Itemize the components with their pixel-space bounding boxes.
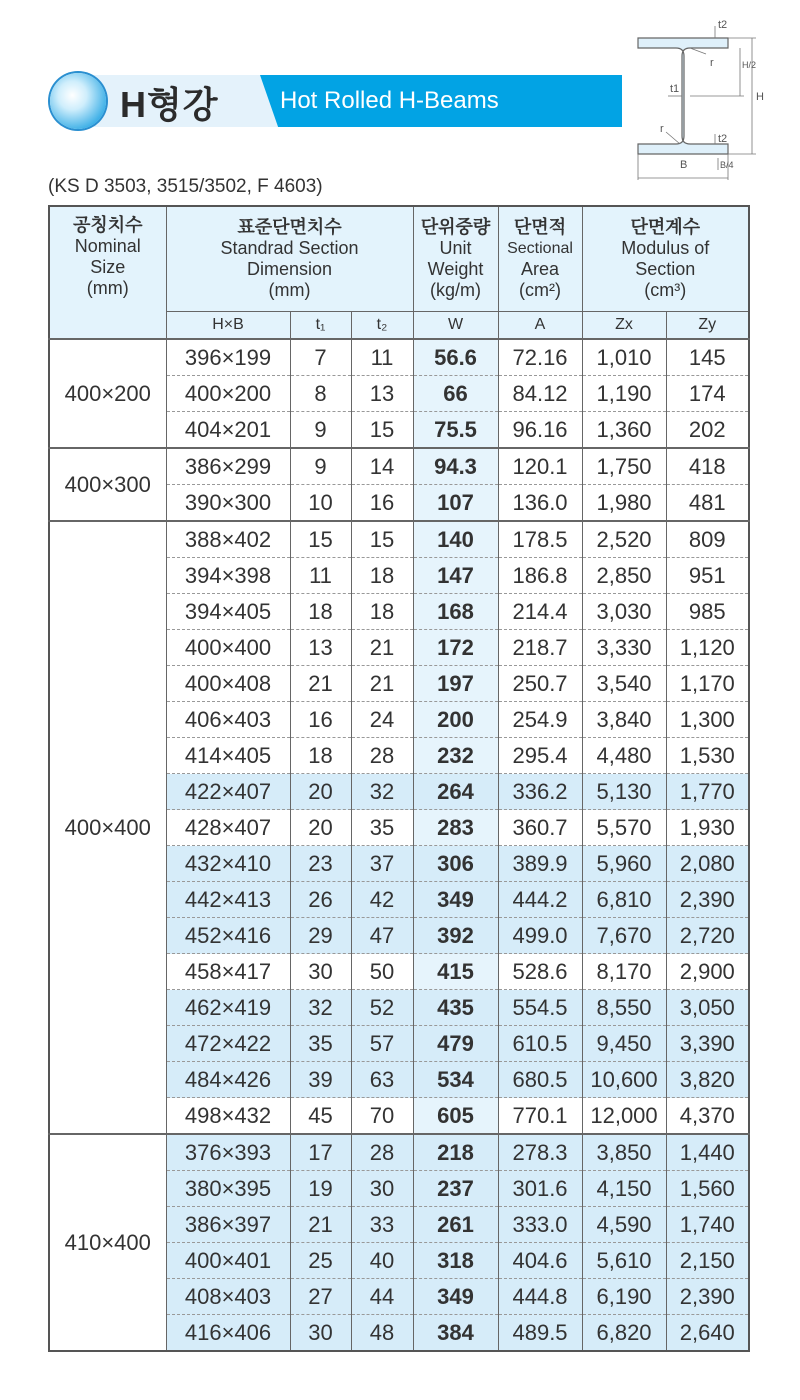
cell-t1: 13 [290,630,351,666]
cell-hxb: 408×403 [166,1279,290,1315]
cell-t1: 39 [290,1062,351,1098]
cell-a: 250.7 [498,666,582,702]
cell-zy: 1,120 [666,630,749,666]
cell-t2: 70 [351,1098,413,1135]
cell-t2: 37 [351,846,413,882]
cell-t1: 18 [290,738,351,774]
cell-t2: 21 [351,630,413,666]
cell-t1: 11 [290,558,351,594]
cell-a: 444.2 [498,882,582,918]
cell-hxb: 388×402 [166,521,290,558]
cell-t2: 63 [351,1062,413,1098]
cell-w: 218 [413,1134,498,1171]
cell-w: 172 [413,630,498,666]
cell-w: 264 [413,774,498,810]
cell-zy: 174 [666,376,749,412]
cell-t2: 14 [351,448,413,485]
cell-hxb: 400×401 [166,1243,290,1279]
cell-t1: 18 [290,594,351,630]
cell-t2: 33 [351,1207,413,1243]
cell-zx: 2,520 [582,521,666,558]
cell-zx: 1,750 [582,448,666,485]
label-t2-top: t2 [718,19,728,31]
cell-t1: 21 [290,1207,351,1243]
cell-hxb: 390×300 [166,485,290,522]
cell-zy: 3,050 [666,990,749,1026]
cell-zy: 1,740 [666,1207,749,1243]
h-beam-spec-table [48,205,750,1352]
cell-w: 66 [413,376,498,412]
cell-zx: 1,360 [582,412,666,449]
cell-zy: 2,080 [666,846,749,882]
cell-hxb: 472×422 [166,1026,290,1062]
cell-t2: 18 [351,558,413,594]
sphere-icon [50,73,106,129]
cell-t2: 30 [351,1171,413,1207]
cell-t2: 44 [351,1279,413,1315]
subheader-w: W [413,311,498,339]
cell-t1: 30 [290,1315,351,1352]
cell-zy: 145 [666,339,749,376]
cell-zx: 5,570 [582,810,666,846]
cell-zy: 985 [666,594,749,630]
cell-a: 214.4 [498,594,582,630]
cell-zx: 8,550 [582,990,666,1026]
cell-a: 295.4 [498,738,582,774]
cell-hxb: 386×397 [166,1207,290,1243]
cell-hxb: 386×299 [166,448,290,485]
cell-zx: 2,850 [582,558,666,594]
cell-zy: 3,390 [666,1026,749,1062]
cell-w: 107 [413,485,498,522]
cell-zx: 12,000 [582,1098,666,1135]
cell-t1: 29 [290,918,351,954]
cell-a: 301.6 [498,1171,582,1207]
cell-zx: 6,820 [582,1315,666,1352]
header-modulus: 단면계수 Modulus of Section (cm³) [582,206,749,311]
cell-hxb: 462×419 [166,990,290,1026]
cell-t1: 30 [290,954,351,990]
cell-hxb: 396×199 [166,339,290,376]
cell-a: 120.1 [498,448,582,485]
cell-zx: 3,840 [582,702,666,738]
cell-a: 218.7 [498,630,582,666]
cell-zy: 1,530 [666,738,749,774]
cell-zy: 418 [666,448,749,485]
table-row [49,1134,749,1171]
h-beam-section-diagram [628,8,796,188]
cell-t1: 9 [290,412,351,449]
cell-t2: 52 [351,990,413,1026]
cell-a: 178.5 [498,521,582,558]
header-dimension: 표준단면치수 Standrad Section Dimension (mm) [166,206,413,311]
label-h: H [756,91,764,103]
cell-t1: 19 [290,1171,351,1207]
cell-w: 94.3 [413,448,498,485]
header-area: 단면적 Sectional Area (cm²) [498,206,582,311]
cell-hxb: 484×426 [166,1062,290,1098]
cell-hxb: 400×200 [166,376,290,412]
cell-t1: 35 [290,1026,351,1062]
nominal-size-cell: 400×300 [49,448,166,521]
cell-zy: 2,720 [666,918,749,954]
cell-zy: 1,930 [666,810,749,846]
header-weight: 단위중량 Unit Weight (kg/m) [413,206,498,311]
cell-t2: 35 [351,810,413,846]
cell-w: 605 [413,1098,498,1135]
cell-a: 360.7 [498,810,582,846]
cell-a: 72.16 [498,339,582,376]
cell-zx: 5,960 [582,846,666,882]
label-t2-bottom: t2 [718,133,728,145]
cell-t2: 28 [351,1134,413,1171]
cell-zy: 202 [666,412,749,449]
label-r-top: r [710,57,714,69]
cell-w: 261 [413,1207,498,1243]
cell-t2: 18 [351,594,413,630]
cell-a: 278.3 [498,1134,582,1171]
cell-zy: 809 [666,521,749,558]
cell-zx: 5,610 [582,1243,666,1279]
cell-zy: 1,440 [666,1134,749,1171]
cell-w: 318 [413,1243,498,1279]
cell-t2: 21 [351,666,413,702]
cell-hxb: 458×417 [166,954,290,990]
cell-hxb: 422×407 [166,774,290,810]
cell-zy: 2,390 [666,882,749,918]
cell-zy: 1,300 [666,702,749,738]
cell-zx: 8,170 [582,954,666,990]
cell-zy: 2,640 [666,1315,749,1352]
cell-w: 534 [413,1062,498,1098]
cell-w: 147 [413,558,498,594]
nominal-size-cell: 400×200 [49,339,166,448]
cell-w: 384 [413,1315,498,1352]
label-h-half: H/2 [742,60,757,70]
cell-w: 479 [413,1026,498,1062]
cell-hxb: 394×398 [166,558,290,594]
cell-zy: 2,150 [666,1243,749,1279]
cell-w: 392 [413,918,498,954]
cell-zx: 7,670 [582,918,666,954]
cell-zx: 3,850 [582,1134,666,1171]
cell-w: 56.6 [413,339,498,376]
cell-zy: 1,560 [666,1171,749,1207]
table-body [49,339,749,1351]
cell-zx: 10,600 [582,1062,666,1098]
cell-zy: 4,370 [666,1098,749,1135]
cell-zx: 4,150 [582,1171,666,1207]
cell-t2: 57 [351,1026,413,1062]
cell-t1: 26 [290,882,351,918]
cell-zx: 6,190 [582,1279,666,1315]
cell-w: 232 [413,738,498,774]
cell-a: 136.0 [498,485,582,522]
cell-w: 435 [413,990,498,1026]
cell-w: 283 [413,810,498,846]
cell-hxb: 414×405 [166,738,290,774]
cell-a: 610.5 [498,1026,582,1062]
cell-t1: 25 [290,1243,351,1279]
cell-a: 554.5 [498,990,582,1026]
cell-t2: 16 [351,485,413,522]
cell-hxb: 400×400 [166,630,290,666]
cell-t2: 47 [351,918,413,954]
cell-t1: 20 [290,774,351,810]
nominal-size-cell: 400×400 [49,521,166,1134]
cell-a: 404.6 [498,1243,582,1279]
cell-t2: 48 [351,1315,413,1352]
cell-hxb: 400×408 [166,666,290,702]
cell-t2: 40 [351,1243,413,1279]
cell-w: 197 [413,666,498,702]
cell-a: 528.6 [498,954,582,990]
cell-w: 140 [413,521,498,558]
cell-hxb: 452×416 [166,918,290,954]
subheader-a: A [498,311,582,339]
cell-w: 237 [413,1171,498,1207]
cell-t2: 15 [351,412,413,449]
cell-zy: 1,770 [666,774,749,810]
cell-hxb: 376×393 [166,1134,290,1171]
subheader-zx: Zx [582,311,666,339]
cell-w: 415 [413,954,498,990]
cell-t2: 50 [351,954,413,990]
cell-hxb: 380×395 [166,1171,290,1207]
subheader-zy: Zy [666,311,749,339]
cell-hxb: 432×410 [166,846,290,882]
cell-zx: 1,980 [582,485,666,522]
cell-t2: 24 [351,702,413,738]
cell-hxb: 404×201 [166,412,290,449]
cell-a: 186.8 [498,558,582,594]
cell-t1: 45 [290,1098,351,1135]
cell-a: 336.2 [498,774,582,810]
title-banner [48,73,622,131]
cell-t1: 15 [290,521,351,558]
cell-a: 680.5 [498,1062,582,1098]
cell-w: 168 [413,594,498,630]
cell-zx: 3,030 [582,594,666,630]
cell-w: 75.5 [413,412,498,449]
cell-zy: 1,170 [666,666,749,702]
cell-hxb: 406×403 [166,702,290,738]
cell-t1: 17 [290,1134,351,1171]
cell-hxb: 394×405 [166,594,290,630]
cell-t1: 32 [290,990,351,1026]
subheader-t1: t₁ [290,311,351,339]
cell-a: 489.5 [498,1315,582,1352]
cell-t1: 10 [290,485,351,522]
standard-reference: (KS D 3503, 3515/3502, F 4603) [48,176,323,197]
cell-a: 333.0 [498,1207,582,1243]
cell-hxb: 442×413 [166,882,290,918]
label-b-quarter: B/4 [720,160,734,170]
cell-t1: 9 [290,448,351,485]
cell-zx: 4,590 [582,1207,666,1243]
cell-w: 200 [413,702,498,738]
label-r-bottom: r [660,123,664,135]
cell-t1: 20 [290,810,351,846]
cell-zy: 2,390 [666,1279,749,1315]
cell-t2: 15 [351,521,413,558]
cell-zy: 3,820 [666,1062,749,1098]
header-nominal: 공칭치수 Nominal Size (mm) [49,206,166,339]
cell-a: 499.0 [498,918,582,954]
cell-zx: 6,810 [582,882,666,918]
cell-zx: 1,190 [582,376,666,412]
cell-a: 254.9 [498,702,582,738]
cell-t2: 11 [351,339,413,376]
cell-a: 444.8 [498,1279,582,1315]
cell-w: 306 [413,846,498,882]
cell-zx: 1,010 [582,339,666,376]
cell-w: 349 [413,882,498,918]
label-b: B [680,159,688,171]
cell-t1: 23 [290,846,351,882]
label-t1: t1 [670,83,680,95]
cell-zy: 951 [666,558,749,594]
cell-w: 349 [413,1279,498,1315]
cell-t2: 42 [351,882,413,918]
nominal-size-cell: 410×400 [49,1134,166,1351]
cell-t2: 32 [351,774,413,810]
cell-t1: 27 [290,1279,351,1315]
cell-zy: 481 [666,485,749,522]
cell-t2: 13 [351,376,413,412]
cell-t1: 21 [290,666,351,702]
cell-zx: 4,480 [582,738,666,774]
cell-zx: 3,540 [582,666,666,702]
title-korean: H형강 [120,84,219,125]
subheader-t2: t₂ [351,311,413,339]
cell-zy: 2,900 [666,954,749,990]
cell-t2: 28 [351,738,413,774]
cell-hxb: 428×407 [166,810,290,846]
table-row [49,339,749,376]
cell-a: 389.9 [498,846,582,882]
cell-a: 770.1 [498,1098,582,1135]
cell-hxb: 416×406 [166,1315,290,1352]
table-row [49,521,749,558]
cell-t1: 8 [290,376,351,412]
cell-zx: 3,330 [582,630,666,666]
cell-hxb: 498×432 [166,1098,290,1135]
cell-zx: 5,130 [582,774,666,810]
subheader-hxb: H×B [166,311,290,339]
cell-t1: 7 [290,339,351,376]
cell-zx: 9,450 [582,1026,666,1062]
cell-a: 84.12 [498,376,582,412]
title-english: Hot Rolled H-Beams [280,87,499,114]
cell-a: 96.16 [498,412,582,449]
cell-t1: 16 [290,702,351,738]
table-row [49,448,749,485]
